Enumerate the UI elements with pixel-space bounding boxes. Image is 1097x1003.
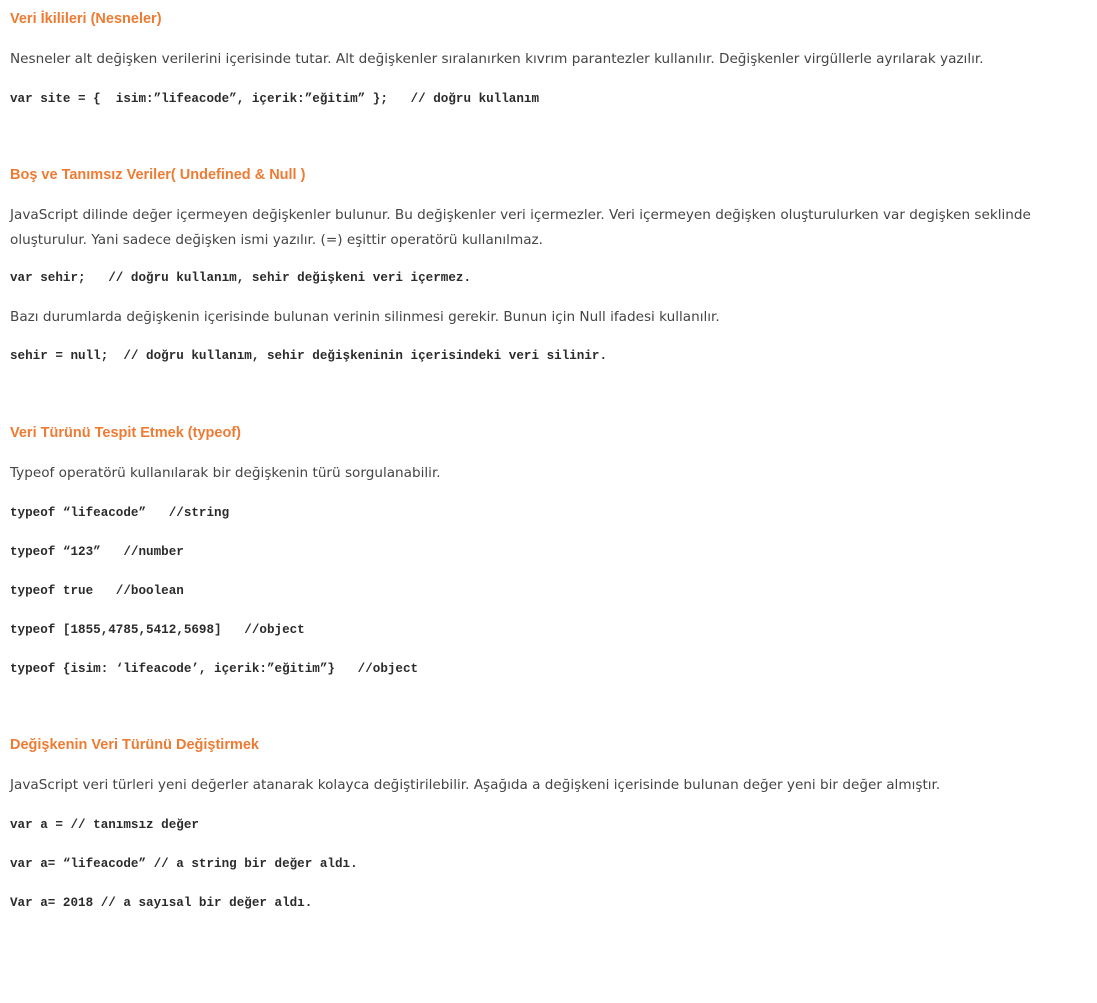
section-heading-objects: Veri İkilileri (Nesneler) [10, 11, 162, 27]
section-heading-undefined-null: Boş ve Tanımsız Veriler( Undefined & Null ) [10, 167, 306, 183]
paragraph: Bazı durumlarda değişkenin içerisinde bulunan verinin silinmesi gerekir. Bunun için Null ifadesi kullanılır. [10, 309, 720, 325]
paragraph: Typeof operatörü kullanılarak bir değişkenin türü sorgulanabilir. [10, 465, 441, 481]
code-line: typeof “123” //number [10, 545, 184, 559]
code-line: typeof “lifeacode” //string [10, 506, 230, 520]
paragraph: JavaScript dilinde değer içermeyen değişkenler bulunur. Bu değişkenler veri içermezler. Veri içermeyen değişken oluşturulurken var degişken seklinde oluşturulur. Yani sadece değişken ismi yazılır. (=) eşittir operatörü kullanılmaz. [10, 207, 1031, 248]
code-line: var a= “lifeacode” // a string bir değer aldı. [10, 857, 358, 871]
code-line: typeof [1855,4785,5412,5698] //object [10, 623, 305, 637]
code-line: typeof true //boolean [10, 584, 184, 598]
code-line: sehir = null; // doğru kullanım, sehir değişkeninin içerisindeki veri silinir. [10, 349, 608, 363]
code-line: typeof {isim: ‘lifeacode’, içerik:”eğitim”} //object [10, 662, 419, 676]
section-heading-typeof: Veri Türünü Tespit Etmek (typeof) [10, 425, 241, 441]
code-line: var sehir; // doğru kullanım, sehir değişkeni veri içermez. [10, 271, 472, 285]
paragraph: JavaScript veri türleri yeni değerler atanarak kolayca değiştirilebilir. Aşağıda a değişkeni içerisinde bulunan değer yeni bir değer almıştır. [10, 777, 941, 793]
code-line: var a = // tanımsız değer [10, 818, 199, 832]
code-line: var site = { isim:”lifeacode”, içerik:”eğitim” }; // doğru kullanım [10, 92, 540, 106]
section-heading-change-type: Değişkenin Veri Türünü Değiştirmek [10, 737, 259, 753]
code-line: Var a= 2018 // a sayısal bir değer aldı. [10, 896, 313, 910]
paragraph: Nesneler alt değişken verilerini içerisinde tutar. Alt değişkenler sıralanırken kıvrım parantezler kullanılır. Değişkenler virgüllerle ayrılarak yazılır. [10, 51, 984, 67]
